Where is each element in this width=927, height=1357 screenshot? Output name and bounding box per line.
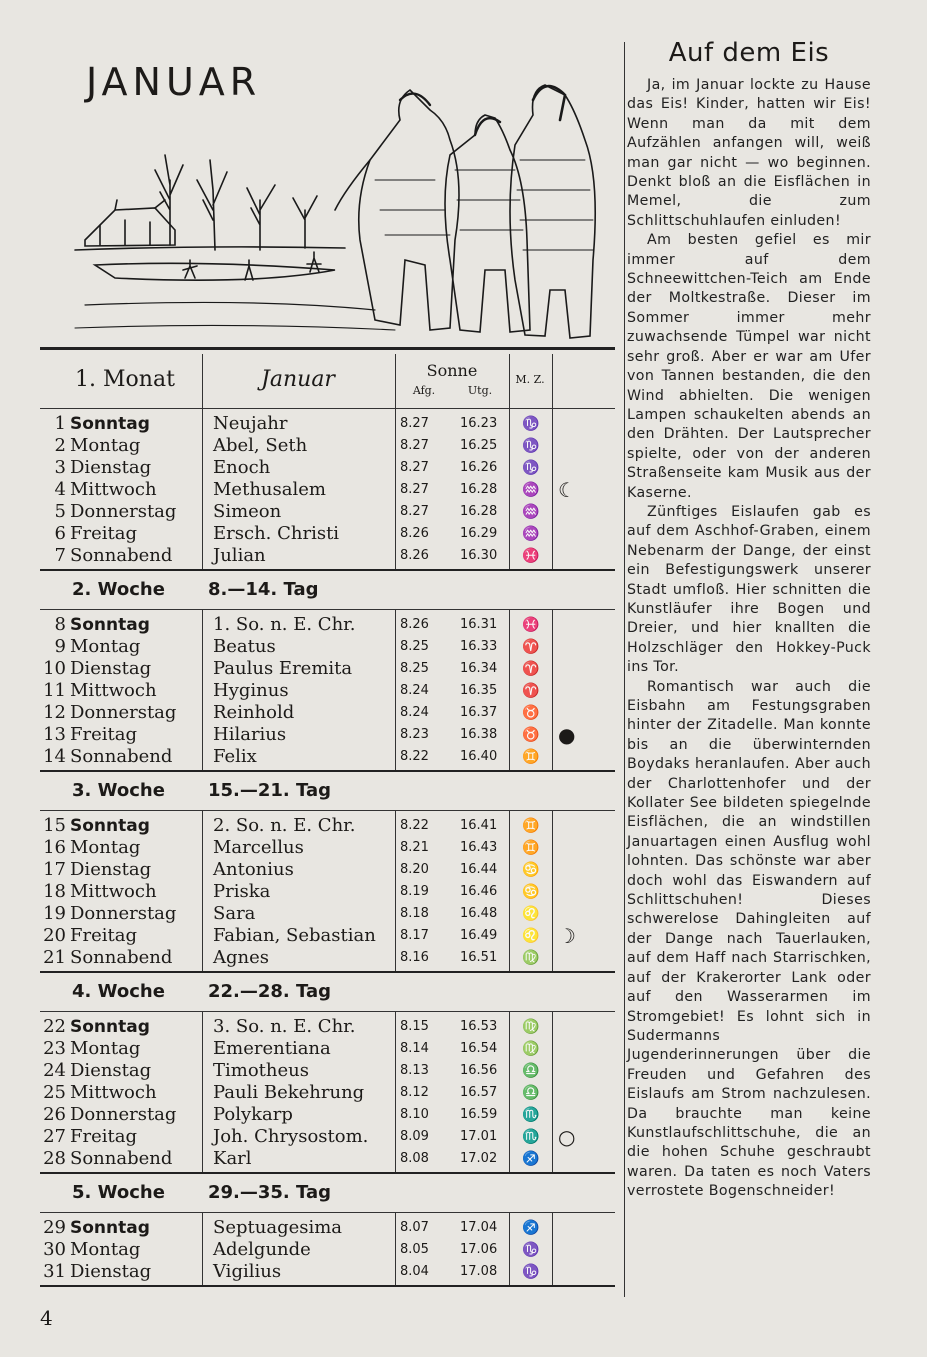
weekday: Freitag	[70, 1126, 137, 1147]
zodiac-icon: ♓	[522, 548, 540, 564]
header-month: 1. Monat	[75, 366, 175, 392]
day-row	[40, 702, 615, 724]
sunrise-time: 8.04	[400, 1264, 429, 1279]
week-label: 2. Woche	[72, 579, 165, 600]
week-block	[40, 409, 615, 569]
name-day: Simeon	[213, 501, 282, 522]
day-row	[40, 881, 615, 903]
sunset-time: 16.57	[460, 1085, 498, 1100]
moon-phase-icon: ☽	[558, 924, 576, 948]
day-number: 22	[43, 1016, 66, 1037]
week-block	[40, 610, 615, 770]
sunset-time: 16.29	[460, 526, 498, 541]
zodiac-icon: ♒	[522, 504, 540, 520]
zodiac-icon: ♎	[522, 1085, 540, 1101]
weekday: Mittwoch	[70, 881, 157, 902]
weekday: Dienstag	[70, 457, 152, 478]
day-row	[40, 1038, 615, 1060]
weekday: Donnerstag	[70, 501, 177, 522]
day-number: 7	[54, 545, 66, 566]
article-title: Auf dem Eis	[668, 38, 830, 68]
sunrise-time: 8.27	[400, 416, 429, 431]
article-paragraph: Ja, im Januar lockte zu Hause das Eis! Kinder, hatten wir Eis! Wenn man da mit dem Aufzählen anfangen will, weiß man gar nicht — wo beginnen. Denkt bloß an die Eisflächen in Memel, die zum Schlittschuhlaufen einluden!	[627, 77, 871, 229]
sunrise-time: 8.12	[400, 1085, 429, 1100]
day-number: 3	[54, 457, 66, 478]
sunrise-time: 8.25	[400, 661, 429, 676]
day-number: 26	[43, 1104, 66, 1125]
sunset-time: 17.04	[460, 1220, 498, 1235]
name-day: Karl	[213, 1148, 252, 1169]
zodiac-icon: ♎	[522, 1063, 540, 1079]
day-number: 10	[43, 658, 66, 679]
weekday: Sonnabend	[70, 1148, 173, 1169]
zodiac-icon: ♈	[522, 683, 540, 699]
week-range: 29.—35. Tag	[208, 1182, 332, 1203]
sunset-time: 16.26	[460, 460, 498, 475]
sunset-time: 16.30	[460, 548, 498, 563]
header-sunrise: Afg.	[412, 384, 436, 397]
sunset-time: 16.56	[460, 1063, 498, 1078]
name-day: 2. So. n. E. Chr.	[213, 815, 356, 836]
sunrise-time: 8.20	[400, 862, 429, 877]
name-day: Adelgunde	[213, 1239, 311, 1260]
weekday: Dienstag	[70, 658, 152, 679]
name-day: Beatus	[213, 636, 276, 657]
sunset-time: 16.35	[460, 683, 498, 698]
sunrise-time: 8.26	[400, 548, 429, 563]
zodiac-icon: ♈	[522, 639, 540, 655]
name-day: Polykarp	[213, 1104, 293, 1125]
name-day: Sara	[213, 903, 256, 924]
name-day: Hyginus	[213, 680, 289, 701]
day-number: 17	[43, 859, 66, 880]
zodiac-icon: ♒	[522, 482, 540, 498]
week-header	[40, 1174, 615, 1212]
sunset-time: 16.34	[460, 661, 498, 676]
name-day: Antonius	[213, 859, 294, 880]
day-number: 13	[43, 724, 66, 745]
name-day: Joh. Chrysostom.	[213, 1126, 369, 1147]
sunrise-time: 8.22	[400, 818, 429, 833]
sunset-time: 16.23	[460, 416, 498, 431]
day-row	[40, 1060, 615, 1082]
zodiac-icon: ♍	[522, 1019, 540, 1035]
day-row	[40, 947, 615, 969]
name-day: Abel, Seth	[213, 435, 308, 456]
moon-phase-icon: ○	[558, 1125, 576, 1149]
name-day: Timotheus	[213, 1060, 309, 1081]
sunrise-time: 8.16	[400, 950, 429, 965]
day-row	[40, 435, 615, 457]
weekday: Dienstag	[70, 1261, 152, 1282]
name-day: Hilarius	[213, 724, 287, 745]
zodiac-icon: ♉	[522, 705, 540, 721]
day-number: 4	[54, 479, 66, 500]
name-day: Septuagesima	[213, 1217, 343, 1238]
day-number: 6	[54, 523, 66, 544]
sunrise-time: 8.23	[400, 727, 429, 742]
header-sun	[396, 350, 508, 408]
page-number: 4	[40, 1306, 53, 1330]
column-divider	[624, 42, 625, 1297]
weekday: Mittwoch	[70, 1082, 157, 1103]
article-paragraph: Am besten gefiel es mir immer auf dem Schneewittchen-Teich am Ende der Moltkestraße. Dieser im Sommer immer mehr zuwachsende Tümpel war nicht sehr groß. Aber er war am Ufer von Tannen bestanden, die den Wind abhielten. Die wenigen Lampen schaukelten abends an den Drähten. Der Lautsprecher spielte, oder von der anderen Straßenseite kam Musik aus der Kaserne.	[627, 232, 871, 501]
sunrise-time: 8.25	[400, 639, 429, 654]
weekday: Donnerstag	[70, 702, 177, 723]
page-title: JANUAR	[86, 60, 262, 104]
weekday: Sonntag	[70, 414, 150, 434]
sunrise-time: 8.18	[400, 906, 429, 921]
day-row	[40, 925, 615, 947]
name-day: Reinhold	[213, 702, 295, 723]
sunset-time: 16.49	[460, 928, 498, 943]
zodiac-icon: ♑	[522, 416, 540, 432]
weekday: Sonnabend	[70, 545, 173, 566]
calendar-table	[40, 347, 615, 1287]
sunrise-time: 8.27	[400, 482, 429, 497]
sunrise-time: 8.22	[400, 749, 429, 764]
sunset-time: 16.48	[460, 906, 498, 921]
weekday: Montag	[70, 435, 141, 456]
sunset-time: 16.43	[460, 840, 498, 855]
sunrise-time: 8.17	[400, 928, 429, 943]
day-row	[40, 1148, 615, 1170]
day-row	[40, 680, 615, 702]
week-range: 15.—21. Tag	[208, 780, 332, 801]
sunset-time: 17.01	[460, 1129, 498, 1144]
day-number: 21	[43, 947, 66, 968]
day-row	[40, 1104, 615, 1126]
day-row	[40, 1239, 615, 1261]
weekday: Montag	[70, 636, 141, 657]
sunset-time: 16.31	[460, 617, 498, 632]
zodiac-icon: ♍	[522, 950, 540, 966]
day-number: 1	[54, 413, 66, 434]
zodiac-icon: ♋	[522, 862, 540, 878]
moon-phase-icon: ☾	[558, 478, 576, 502]
day-row	[40, 1126, 615, 1148]
zodiac-icon: ♑	[522, 1242, 540, 1258]
zodiac-icon: ♈	[522, 661, 540, 677]
week-range: 8.—14. Tag	[208, 579, 319, 600]
weekday: Dienstag	[70, 1060, 152, 1081]
day-number: 31	[43, 1261, 66, 1282]
day-number: 23	[43, 1038, 66, 1059]
weekday: Mittwoch	[70, 479, 157, 500]
sunset-time: 16.40	[460, 749, 498, 764]
sunrise-time: 8.13	[400, 1063, 429, 1078]
zodiac-icon: ♏	[522, 1129, 540, 1145]
zodiac-icon: ♑	[522, 460, 540, 476]
article-paragraph: Zünftiges Eislaufen gab es auf dem Aschhof-Graben, einem Nebenarm der Dange, der einst ein Befestigungswerk unserer Stadt umfloß. Hier schnitten die Kunstläufer ihre Bogen und Dreier, und hier knallten die Holzschläger den Hokkey-Puck ins Tor.	[627, 503, 871, 676]
zodiac-icon: ♉	[522, 727, 540, 743]
sunset-time: 16.51	[460, 950, 498, 965]
week-range: 22.—28. Tag	[208, 981, 332, 1002]
sunset-time: 16.38	[460, 727, 498, 742]
name-day: Vigilius	[213, 1261, 282, 1282]
day-number: 11	[43, 680, 66, 701]
name-day: Enoch	[213, 457, 271, 478]
sunrise-time: 8.15	[400, 1019, 429, 1034]
article-paragraph: Romantisch war auch die Eisbahn am Festungsgraben hinter der Zitadelle. Man konnte bis an die überwinternden Boydaks heranlaufen. Aber auch der Charlottenhofer und der Kollater See bildeten spiegelnde Eisflächen, die an windstillen Januartagen einen Ausflug wohl lohnten. Das schönste war aber doch wohl das Eiswandern auf Schlittschuhen! Dieses schwerelose Dahingleiten auf der Dange nach Tauerlauken, auf dem Haff nach Starrischken, auf der Krakerorter Lank oder auf den Wasserarmen im Stromgebiet! Es lohnt sich in Sudermanns Jugenderinnerungen über die Freuden und Gefahren des Eislaufs am Strom nachzulesen. Da brauchte man keine Kunstlaufschlittschuhe, die an die hohen Schuhe geschraubt waren. Da taten es noch Vaters verrostete Bogenschneider!	[627, 678, 871, 1200]
sunset-time: 16.54	[460, 1041, 498, 1056]
day-number: 25	[43, 1082, 66, 1103]
weekday: Freitag	[70, 925, 137, 946]
weekday: Mittwoch	[70, 680, 157, 701]
day-number: 14	[43, 746, 66, 767]
sunrise-time: 8.27	[400, 504, 429, 519]
day-number: 30	[43, 1239, 66, 1260]
sunrise-time: 8.24	[400, 683, 429, 698]
week-label: 5. Woche	[72, 1182, 165, 1203]
weekday: Dienstag	[70, 859, 152, 880]
weekday: Sonntag	[70, 1218, 150, 1238]
day-row	[40, 746, 615, 768]
day-row	[40, 501, 615, 523]
weekday: Freitag	[70, 724, 137, 745]
zodiac-icon: ♍	[522, 1041, 540, 1057]
zodiac-icon: ♏	[522, 1107, 540, 1123]
weekday: Donnerstag	[70, 1104, 177, 1125]
day-row	[40, 1217, 615, 1239]
week-block	[40, 811, 615, 971]
week-label: 3. Woche	[72, 780, 165, 801]
calendar-header	[40, 350, 615, 408]
zodiac-icon: ♊	[522, 818, 540, 834]
day-number: 2	[54, 435, 66, 456]
sunset-time: 17.06	[460, 1242, 498, 1257]
name-day: Fabian, Sebastian	[213, 925, 376, 946]
winter-skating-illustration	[55, 60, 615, 350]
article-body	[627, 76, 871, 1202]
sunrise-time: 8.27	[400, 460, 429, 475]
day-number: 15	[43, 815, 66, 836]
weekday: Donnerstag	[70, 903, 177, 924]
sunrise-time: 8.08	[400, 1151, 429, 1166]
zodiac-icon: ♐	[522, 1220, 540, 1236]
name-day: Ersch. Christi	[213, 523, 340, 544]
day-row	[40, 523, 615, 545]
sunrise-time: 8.14	[400, 1041, 429, 1056]
sunset-time: 16.53	[460, 1019, 498, 1034]
zodiac-icon: ♊	[522, 749, 540, 765]
day-number: 27	[43, 1126, 66, 1147]
day-row	[40, 614, 615, 636]
sunset-time: 17.08	[460, 1264, 498, 1279]
name-day: Marcellus	[213, 837, 304, 858]
sunset-time: 16.28	[460, 482, 498, 497]
weekday: Sonntag	[70, 1017, 150, 1037]
zodiac-icon: ♑	[522, 1264, 540, 1280]
sunset-time: 16.33	[460, 639, 498, 654]
day-row	[40, 636, 615, 658]
sunset-time: 17.02	[460, 1151, 498, 1166]
day-number: 28	[43, 1148, 66, 1169]
week-block	[40, 1213, 615, 1285]
day-row	[40, 1016, 615, 1038]
day-number: 12	[43, 702, 66, 723]
zodiac-icon: ♌	[522, 928, 540, 944]
moon-phase-icon: ●	[558, 723, 576, 747]
week-block	[40, 1012, 615, 1172]
sunrise-time: 8.07	[400, 1220, 429, 1235]
name-day: Methusalem	[213, 479, 326, 500]
sunrise-time: 8.26	[400, 526, 429, 541]
zodiac-icon: ♒	[522, 526, 540, 542]
header-sunset: Utg.	[467, 384, 493, 397]
day-row	[40, 545, 615, 567]
sunset-time: 16.46	[460, 884, 498, 899]
day-row	[40, 1261, 615, 1283]
weekday: Montag	[70, 1239, 141, 1260]
zodiac-icon: ♌	[522, 906, 540, 922]
weekday: Montag	[70, 837, 141, 858]
day-number: 16	[43, 837, 66, 858]
week-header	[40, 772, 615, 810]
header-zodiac: M. Z.	[515, 372, 545, 386]
day-row	[40, 815, 615, 837]
week-label: 4. Woche	[72, 981, 165, 1002]
zodiac-icon: ♋	[522, 884, 540, 900]
weekday: Sonnabend	[70, 746, 173, 767]
day-number: 8	[54, 614, 66, 635]
day-row	[40, 837, 615, 859]
name-day: Julian	[213, 545, 266, 566]
sunrise-time: 8.26	[400, 617, 429, 632]
week-header	[40, 973, 615, 1011]
day-number: 29	[43, 1217, 66, 1238]
sunrise-time: 8.05	[400, 1242, 429, 1257]
sunrise-time: 8.24	[400, 705, 429, 720]
weekday: Sonntag	[70, 816, 150, 836]
zodiac-icon: ♐	[522, 1151, 540, 1167]
zodiac-icon: ♓	[522, 617, 540, 633]
sunset-time: 16.41	[460, 818, 498, 833]
weekday: Freitag	[70, 523, 137, 544]
name-day: 3. So. n. E. Chr.	[213, 1016, 356, 1037]
day-row	[40, 457, 615, 479]
name-day: Emerentiana	[213, 1038, 331, 1059]
article	[627, 38, 871, 1202]
sunset-time: 16.37	[460, 705, 498, 720]
name-day: Agnes	[213, 947, 270, 968]
name-day: Neujahr	[213, 413, 288, 434]
weekday: Sonnabend	[70, 947, 173, 968]
weekday: Montag	[70, 1038, 141, 1059]
day-row	[40, 658, 615, 680]
header-sun-label: Sonne	[426, 361, 478, 380]
sunrise-time: 8.21	[400, 840, 429, 855]
zodiac-icon: ♑	[522, 438, 540, 454]
name-day: Priska	[213, 881, 271, 902]
day-row	[40, 413, 615, 435]
day-row	[40, 903, 615, 925]
day-number: 5	[54, 501, 66, 522]
sunrise-time: 8.10	[400, 1107, 429, 1122]
day-row	[40, 724, 615, 746]
sunrise-time: 8.19	[400, 884, 429, 899]
day-row	[40, 1082, 615, 1104]
sunset-time: 16.59	[460, 1107, 498, 1122]
sunset-time: 16.28	[460, 504, 498, 519]
sunrise-time: 8.09	[400, 1129, 429, 1144]
day-number: 24	[43, 1060, 66, 1081]
sunset-time: 16.25	[460, 438, 498, 453]
day-row	[40, 859, 615, 881]
day-number: 9	[54, 636, 66, 657]
weekday: Sonntag	[70, 615, 150, 635]
header-january: Januar	[261, 366, 335, 392]
sunrise-time: 8.27	[400, 438, 429, 453]
name-day: Pauli Bekehrung	[213, 1082, 365, 1103]
day-row	[40, 479, 615, 501]
week-header	[40, 571, 615, 609]
zodiac-icon: ♊	[522, 840, 540, 856]
name-day: Paulus Eremita	[213, 658, 353, 679]
name-day: 1. So. n. E. Chr.	[213, 614, 356, 635]
name-day: Felix	[213, 746, 257, 767]
day-number: 18	[43, 881, 66, 902]
day-number: 20	[43, 925, 66, 946]
sunset-time: 16.44	[460, 862, 498, 877]
day-number: 19	[43, 903, 66, 924]
